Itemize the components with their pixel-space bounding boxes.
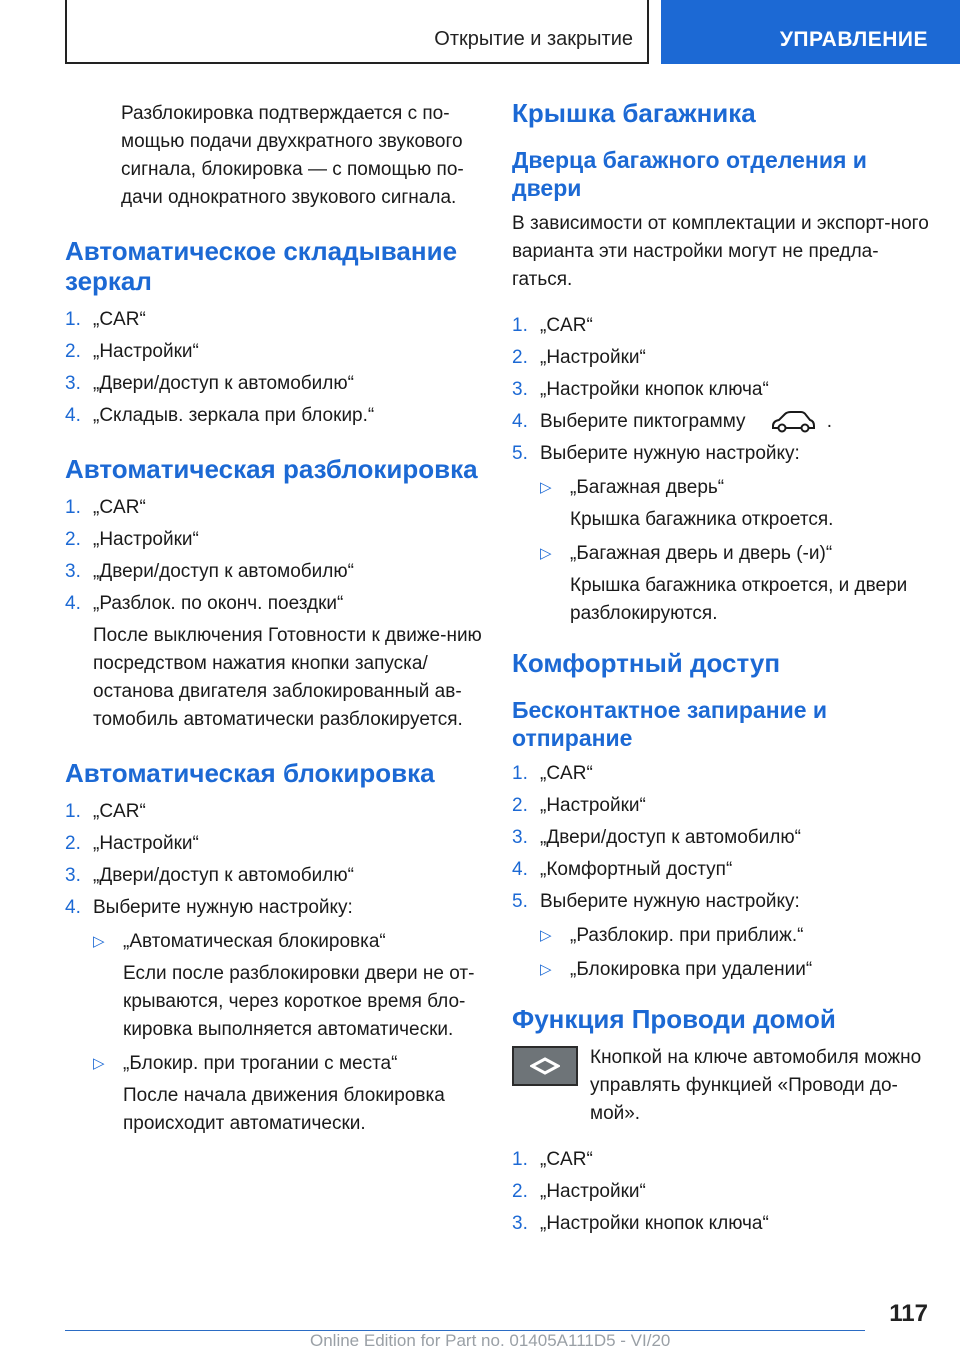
list-item: 1. „CAR“ (65, 497, 146, 518)
section-guide-home (512, 1004, 932, 1238)
list-item: 4. „Складыв. зеркала при блокир.“ (65, 405, 375, 426)
list-item: 4. Выберите пиктограмму . (512, 408, 932, 436)
list-item: 1. „CAR“ (512, 315, 593, 336)
navigation-diamond-icon (512, 1046, 578, 1086)
trunk-intro: В зависимости от комплектации и экспорт-ного варианта эти настройки могут не предла-гаться. (512, 213, 929, 290)
right-column (512, 98, 932, 1242)
heading-trunk: Крышка багажника (512, 98, 756, 128)
triangle-right-icon: ▷ (540, 961, 552, 978)
triangle-right-icon: ▷ (540, 479, 552, 496)
diamond-arrow-icon (530, 1057, 560, 1075)
subheading-trunk-doors: Дверца багажного отделения и двери (512, 147, 867, 201)
header-chapter-title: УПРАВЛЕНИЕ (779, 28, 928, 51)
mirrors-steps (65, 306, 485, 430)
option-item: ▷ „Блокир. при трогании с места“ После начала движения блокировка происходит автоматически. (93, 1050, 485, 1138)
trunk-steps (512, 312, 932, 628)
option-description: После начала движения блокировка происходит автоматически. (123, 1085, 445, 1134)
list-item: 5. Выберите нужную настройку: ▷ „Багажная дверь“ Крышка багажника откроется. ▷ „Багажная дверь и дверь (-и)“ Крышка багажника откроется, и двери разблокируются. (512, 440, 932, 628)
list-item: 1. „CAR“ (65, 309, 146, 330)
list-item: 3. „Настройки кнопок ключа“ (512, 1213, 769, 1234)
list-item: 1. „CAR“ (65, 801, 146, 822)
header-chapter-tab (661, 0, 960, 64)
guide-home-intro: Кнопкой на ключе автомобиля можно управлять функцией «Проводи до-мой». (590, 1047, 922, 1124)
list-item: 2. „Настройки“ (65, 529, 199, 550)
list-item: 2. „Настройки“ (512, 347, 646, 368)
comfort-steps (512, 760, 932, 984)
step-note: После выключения Готовности к движе-нию посредством нажатия кнопки запуска/останова двигателя заблокированный ав-томобиль автоматически разблокируется. (93, 625, 482, 730)
option-description: Если после разблокировки двери не от-крываются, через короткое время бло-кировка выполняется автоматически. (123, 963, 475, 1040)
option-description: Крышка багажника откроется, и двери разблокируются. (570, 575, 908, 624)
heading-mirrors: Автоматическое складывание зеркал (65, 236, 458, 296)
triangle-right-icon: ▷ (93, 933, 105, 950)
triangle-right-icon: ▷ (540, 927, 552, 944)
auto-lock-steps (65, 798, 485, 1138)
option-item: ▷ „Автоматическая блокировка“ Если после разблокировки двери не от-крываются, через короткое время бло-кировка выполняется автоматически. (93, 928, 485, 1044)
section-auto-unlock (65, 454, 485, 734)
list-item: 2. „Настройки“ (65, 341, 199, 362)
list-item: 2. „Настройки“ (512, 795, 646, 816)
triangle-right-icon: ▷ (93, 1055, 105, 1072)
auto-unlock-steps (65, 494, 485, 734)
heading-auto-unlock: Автоматическая разблокировка (65, 454, 478, 484)
auto-lock-options (93, 928, 485, 1138)
list-item: 1. „CAR“ (512, 763, 593, 784)
list-item: 3. „Двери/доступ к автомобилю“ (512, 827, 801, 848)
triangle-right-icon: ▷ (540, 545, 552, 562)
option-description: Крышка багажника откроется. (570, 509, 834, 530)
header-section-title: Открытие и закрытие (434, 28, 633, 50)
heading-guide-home: Функция Проводи домой (512, 1004, 836, 1034)
list-item: 3. „Настройки кнопок ключа“ (512, 379, 769, 400)
section-mirrors (65, 236, 485, 430)
guide-home-steps (512, 1146, 932, 1238)
left-column (65, 100, 485, 1144)
page-number: 117 (889, 1300, 928, 1327)
heading-auto-lock: Автоматическая блокировка (65, 758, 435, 788)
option-item: ▷ „Багажная дверь“ Крышка багажника откроется. (540, 474, 932, 534)
section-comfort-access (512, 648, 932, 984)
list-item: 1. „CAR“ (512, 1149, 593, 1170)
car-icon (769, 409, 817, 435)
intro-paragraph: Разблокировка подтверждается с по-мощью подачи двухкратного звукового сигнала, блокировка — с помощью по-дачи однократного звукового сигнала. (121, 103, 464, 208)
option-item: ▷ „Разблокир. при приближ.“ (540, 922, 932, 950)
list-item: 3. „Двери/доступ к автомобилю“ (65, 865, 354, 886)
section-auto-lock (65, 758, 485, 1138)
list-item: 4. Выберите нужную настройку: ▷ „Автоматическая блокировка“ Если после разблокировки двери не от-крываются, через короткое время бло-кировка выполняется автоматически. ▷ „Блокир. при трогании с места“ После начала движения блокировка происходит автоматически. (65, 894, 485, 1138)
edition-note: Online Edition for Part no. 01405A111D5 - VI/20 (310, 1331, 671, 1350)
list-item: 2. „Настройки“ (512, 1181, 646, 1202)
comfort-options (540, 922, 932, 984)
subheading-keyless: Бесконтактное запирание и отпирание (512, 697, 828, 751)
list-item: 3. „Двери/доступ к автомобилю“ (65, 373, 354, 394)
guide-home-intro-row (512, 1044, 932, 1128)
trunk-options (540, 474, 932, 628)
option-item: ▷ „Блокировка при удалении“ (540, 956, 932, 984)
list-item: 4. „Разблок. по оконч. поездки“ После выключения Готовности к движе-нию посредством нажатия кнопки запуска/останова двигателя заблокированный ав-томобиль автоматически разблокируется. (65, 590, 485, 734)
list-item: 3. „Двери/доступ к автомобилю“ (65, 561, 354, 582)
header-section-tab (65, 0, 649, 64)
option-item: ▷ „Багажная дверь и дверь (-и)“ Крышка багажника откроется, и двери разблокируются. (540, 540, 932, 628)
list-item: 4. „Комфортный доступ“ (512, 859, 733, 880)
list-item: 2. „Настройки“ (65, 833, 199, 854)
heading-comfort-access: Комфортный доступ (512, 648, 781, 678)
list-item: 5. Выберите нужную настройку: ▷ „Разблокир. при приближ.“ ▷ „Блокировка при удалении“ (512, 888, 932, 984)
